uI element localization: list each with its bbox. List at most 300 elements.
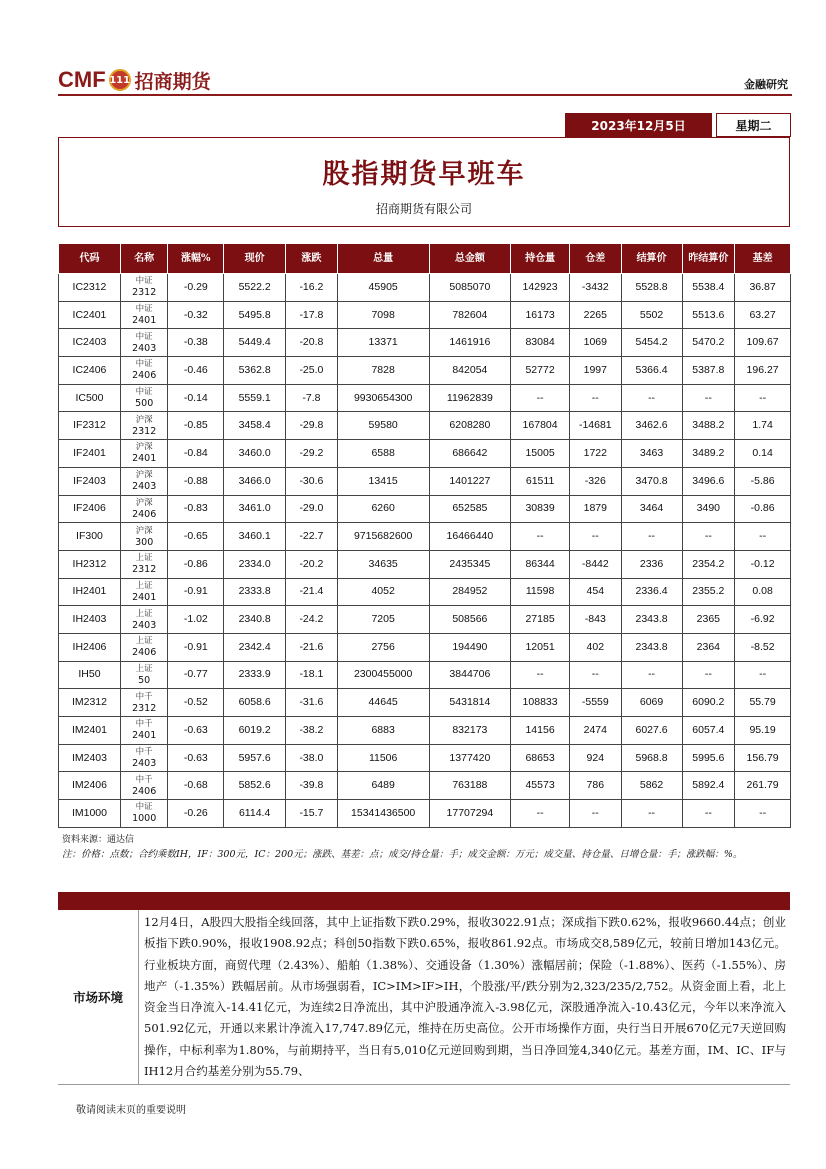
contract-name-month: 2401 [132, 730, 157, 742]
table-cell: -- [682, 661, 735, 689]
table-cell: 167804 [511, 412, 570, 440]
table-cell: 261.79 [735, 772, 791, 800]
contract-name [120, 550, 167, 578]
table-cell: 5957.6 [224, 744, 286, 772]
table-cell: 1377420 [429, 744, 511, 772]
table-cell: 3460.0 [224, 440, 286, 468]
table-row [59, 772, 791, 800]
contract-name-month: 2312 [132, 702, 157, 714]
contract-name [120, 661, 167, 689]
table-cell: -24.2 [286, 606, 338, 634]
table-cell: 3489.2 [682, 440, 735, 468]
contract-name [120, 744, 167, 772]
table-cell: 3462.6 [621, 412, 682, 440]
table-cell: -0.38 [168, 329, 224, 357]
contract-code: IM2401 [59, 717, 121, 745]
table-cell: -20.2 [286, 550, 338, 578]
table-cell: 16173 [511, 301, 570, 329]
table-cell: 9715682600 [337, 523, 429, 551]
table-cell: 2336.4 [621, 578, 682, 606]
date-bar [565, 113, 791, 137]
table-cell: -0.14 [168, 384, 224, 412]
contract-name-index: 中证 [135, 276, 153, 287]
table-cell: -17.8 [286, 301, 338, 329]
table-cell: 832173 [429, 717, 511, 745]
table-cell: 1069 [570, 329, 622, 357]
table-cell: -- [511, 800, 570, 828]
table-cell: 6208280 [429, 412, 511, 440]
table-cell: 45573 [511, 772, 570, 800]
table-cell: 15005 [511, 440, 570, 468]
table-cell: 3461.0 [224, 495, 286, 523]
table-cell: -25.0 [286, 357, 338, 385]
contract-name [120, 633, 167, 661]
contract-name-index: 沪深 [135, 442, 153, 453]
table-cell: 194490 [429, 633, 511, 661]
table-cell: -0.65 [168, 523, 224, 551]
table-cell: -- [735, 661, 791, 689]
table-cell: -0.63 [168, 717, 224, 745]
table-cell: -0.68 [168, 772, 224, 800]
table-cell: 3488.2 [682, 412, 735, 440]
table-cell: -0.91 [168, 578, 224, 606]
contract-name-month: 2403 [132, 758, 157, 770]
table-cell: -- [570, 800, 622, 828]
contract-name-month: 2406 [132, 370, 157, 382]
table-cell: -0.88 [168, 467, 224, 495]
table-cell: -- [682, 384, 735, 412]
table-cell: -- [570, 661, 622, 689]
contract-name [120, 717, 167, 745]
table-cell: -- [735, 800, 791, 828]
table-cell: 1722 [570, 440, 622, 468]
table-cell: 13371 [337, 329, 429, 357]
table-cell: 5528.8 [621, 274, 682, 302]
contract-name [120, 523, 167, 551]
title-box [58, 137, 790, 227]
page-title: 股指期货早班车 [322, 159, 526, 190]
table-cell: 786 [570, 772, 622, 800]
table-cell: 454 [570, 578, 622, 606]
column-header: 名称 [120, 244, 167, 274]
table-cell: 508566 [429, 606, 511, 634]
table-cell: 2364 [682, 633, 735, 661]
table-cell: 6883 [337, 717, 429, 745]
table-cell: 2340.8 [224, 606, 286, 634]
table-cell: -8.52 [735, 633, 791, 661]
table-cell: -0.77 [168, 661, 224, 689]
table-cell: 36.87 [735, 274, 791, 302]
contract-name-month: 2401 [132, 315, 157, 327]
table-cell: 5387.8 [682, 357, 735, 385]
contract-name-month: 300 [135, 536, 154, 548]
report-category: 金融研究 [744, 78, 788, 91]
table-cell: -- [621, 384, 682, 412]
table-cell: 2265 [570, 301, 622, 329]
table-cell: 44645 [337, 689, 429, 717]
table-row [59, 274, 791, 302]
table-cell: 14156 [511, 717, 570, 745]
contract-name-month: 2406 [132, 508, 157, 520]
table-cell: 1997 [570, 357, 622, 385]
table-cell: 686642 [429, 440, 511, 468]
table-cell: 5085070 [429, 274, 511, 302]
contract-name-index: 沪深 [135, 414, 153, 425]
table-cell: -31.6 [286, 689, 338, 717]
source-note: 资料来源：通达信 [62, 835, 135, 845]
table-header-row [59, 244, 791, 274]
table-cell: 15341436500 [337, 800, 429, 828]
report-weekday: 星期二 [716, 113, 791, 137]
table-cell: 1461916 [429, 329, 511, 357]
table-cell: 5892.4 [682, 772, 735, 800]
contract-name-month: 2403 [132, 342, 157, 354]
table-row [59, 578, 791, 606]
table-cell: 924 [570, 744, 622, 772]
table-cell: 9930654300 [337, 384, 429, 412]
table-cell: -0.46 [168, 357, 224, 385]
table-cell: 6588 [337, 440, 429, 468]
table-cell: -30.6 [286, 467, 338, 495]
table-cell: 59580 [337, 412, 429, 440]
table-cell: 2333.9 [224, 661, 286, 689]
table-cell: -21.6 [286, 633, 338, 661]
table-cell: 6057.4 [682, 717, 735, 745]
table-cell: -38.2 [286, 717, 338, 745]
contract-code: IC2401 [59, 301, 121, 329]
units-note: 注：价格：点数；合约乘数IH，IF：300元，IC：200元；涨跌、基差：点；成交/持仓量：手；成交金额：万元；成交量、持仓量、日增仓量：手；涨跌幅：%。 [62, 849, 743, 860]
table-cell: 13415 [337, 467, 429, 495]
column-header: 现价 [224, 244, 286, 274]
table-cell: 5538.4 [682, 274, 735, 302]
contract-code: IC2312 [59, 274, 121, 302]
table-cell: 6019.2 [224, 717, 286, 745]
table-cell: -21.4 [286, 578, 338, 606]
contract-name [120, 301, 167, 329]
table-cell: 3466.0 [224, 467, 286, 495]
contract-name [120, 689, 167, 717]
column-header: 总量 [337, 244, 429, 274]
table-cell: 11598 [511, 578, 570, 606]
table-cell: 652585 [429, 495, 511, 523]
table-cell: 3470.8 [621, 467, 682, 495]
table-cell: 83084 [511, 329, 570, 357]
contract-code: IF2403 [59, 467, 121, 495]
table-cell: -- [621, 800, 682, 828]
table-cell: -1.02 [168, 606, 224, 634]
table-cell: 3458.4 [224, 412, 286, 440]
table-cell: 7828 [337, 357, 429, 385]
table-cell: -29.0 [286, 495, 338, 523]
table-cell: -- [511, 384, 570, 412]
table-cell: 2343.8 [621, 633, 682, 661]
contract-name-month: 2406 [132, 785, 157, 797]
table-cell: 402 [570, 633, 622, 661]
table-cell: 763188 [429, 772, 511, 800]
table-cell: 2474 [570, 717, 622, 745]
table-cell: 16466440 [429, 523, 511, 551]
table-row [59, 523, 791, 551]
table-cell: -0.29 [168, 274, 224, 302]
table-cell: 6027.6 [621, 717, 682, 745]
table-cell: 284952 [429, 578, 511, 606]
contract-name-index: 中证 [135, 387, 153, 398]
table-cell: 0.14 [735, 440, 791, 468]
contract-name [120, 578, 167, 606]
table-cell: 5362.8 [224, 357, 286, 385]
contract-name-month: 2312 [132, 287, 157, 299]
table-cell: 142923 [511, 274, 570, 302]
table-cell: 5968.8 [621, 744, 682, 772]
table-cell: -6.92 [735, 606, 791, 634]
contract-code: IM2403 [59, 744, 121, 772]
column-header: 总金额 [429, 244, 511, 274]
contract-name-month: 2401 [132, 453, 157, 465]
market-section-text: 12月4日，A股四大股指全线回落，其中上证指数下跌0.29%，报收3022.91点；深成指下跌0.62%，报收9660.44点；创业板指下跌0.90%，报收1908.92点；科创50指数下跌0.65%，报收861.92点。市场成交8,589亿元，较前日增加143亿元。行业板块方面，商贸代理（2.43%）、船舶（1.38%）、交通设备（1.30%）涨幅居前；保险（-1.88%）、医药（-1.55%）、房地产（-1.35%）跌幅居前。从市场强弱看，IC>IM>IF>IH，个股涨/平/跌分别为2,323/235/2,752。从资金面上看，北上资金当日净流入-14.41亿元，为连续2日净流出，其中沪股通净流入-3.98亿元，深股通净流入-10.43亿元，今年以来净流入501.92亿元，开通以来累计净流入17,747.89亿元，维持在历史高位。公开市场操作方面，央行当日开展670亿元7天逆回购操作，中标利率为1.80%，与前期持平，当日有5,010亿元逆回购到期，当日净回笼4,340亿元。基差方面，IM、IC、IF与IH12月合约基差分别为55.79、 [144, 915, 786, 1079]
market-section-label: 市场环境 [72, 990, 123, 1005]
contract-code: IH2406 [59, 633, 121, 661]
contract-name-index: 沪深 [135, 525, 153, 536]
table-row [59, 357, 791, 385]
table-cell: -0.12 [735, 550, 791, 578]
table-cell: 5366.4 [621, 357, 682, 385]
contract-name-month: 2403 [132, 481, 157, 493]
table-cell: -- [621, 523, 682, 551]
contract-name-index: 上证 [135, 663, 153, 674]
table-row [59, 495, 791, 523]
table-cell: 4052 [337, 578, 429, 606]
table-cell: -0.86 [735, 495, 791, 523]
column-header: 代码 [59, 244, 121, 274]
table-cell: -- [621, 661, 682, 689]
table-cell: 6069 [621, 689, 682, 717]
contract-code: IC2403 [59, 329, 121, 357]
contract-code: IH2401 [59, 578, 121, 606]
table-cell: -14681 [570, 412, 622, 440]
contract-name [120, 412, 167, 440]
table-cell: 2333.8 [224, 578, 286, 606]
table-cell: 1.74 [735, 412, 791, 440]
table-cell: -38.0 [286, 744, 338, 772]
contract-name-index: 中证 [135, 359, 153, 370]
table-cell: -- [570, 384, 622, 412]
table-cell: 5559.1 [224, 384, 286, 412]
table-cell: 6489 [337, 772, 429, 800]
contract-name-index: 中千 [135, 747, 153, 758]
table-cell: 2336 [621, 550, 682, 578]
contract-name-month: 2312 [132, 425, 157, 437]
table-cell: -- [735, 384, 791, 412]
table-cell: 108833 [511, 689, 570, 717]
table-cell: 5454.2 [621, 329, 682, 357]
table-cell: -0.26 [168, 800, 224, 828]
table-cell: 34635 [337, 550, 429, 578]
footer-disclaimer: 敬请阅读末页的重要说明 [76, 1105, 186, 1116]
contract-name-index: 中证 [135, 304, 153, 315]
table-cell: -- [570, 523, 622, 551]
table-cell: 3490 [682, 495, 735, 523]
contract-name [120, 772, 167, 800]
table-cell: 842054 [429, 357, 511, 385]
table-cell: -- [682, 800, 735, 828]
table-row [59, 467, 791, 495]
table-cell: 6260 [337, 495, 429, 523]
contract-name-index: 中千 [135, 691, 153, 702]
table-row [59, 384, 791, 412]
table-row [59, 717, 791, 745]
table-cell: -- [511, 523, 570, 551]
contract-name-index: 上证 [135, 608, 153, 619]
table-cell: 2756 [337, 633, 429, 661]
table-cell: -5.86 [735, 467, 791, 495]
table-cell: -- [682, 523, 735, 551]
contract-name-index: 沪深 [135, 470, 153, 481]
table-cell: 5470.2 [682, 329, 735, 357]
contract-name-month: 2406 [132, 647, 157, 659]
table-cell: -0.83 [168, 495, 224, 523]
table-cell: 156.79 [735, 744, 791, 772]
table-cell: -5559 [570, 689, 622, 717]
table-cell: 3464 [621, 495, 682, 523]
contract-name-index: 中证 [135, 331, 153, 342]
table-cell: 6090.2 [682, 689, 735, 717]
table-cell: 1401227 [429, 467, 511, 495]
table-cell: 0.08 [735, 578, 791, 606]
table-cell: 5522.2 [224, 274, 286, 302]
table-cell: 2354.2 [682, 550, 735, 578]
contract-name [120, 495, 167, 523]
table-cell: 95.19 [735, 717, 791, 745]
column-header: 昨结算价 [682, 244, 735, 274]
contract-code: IH50 [59, 661, 121, 689]
contract-name-index: 中千 [135, 774, 153, 785]
table-cell: -18.1 [286, 661, 338, 689]
table-cell: 45905 [337, 274, 429, 302]
table-cell: -0.91 [168, 633, 224, 661]
contract-name-month: 500 [135, 398, 154, 410]
column-header: 仓差 [570, 244, 622, 274]
table-cell: -326 [570, 467, 622, 495]
contract-name-index: 中证 [135, 802, 153, 813]
contract-name [120, 606, 167, 634]
table-cell: -8442 [570, 550, 622, 578]
table-cell: 5495.8 [224, 301, 286, 329]
table-cell: -22.7 [286, 523, 338, 551]
contract-name [120, 440, 167, 468]
table-cell: -39.8 [286, 772, 338, 800]
contract-name [120, 274, 167, 302]
contract-name [120, 357, 167, 385]
table-cell: 12051 [511, 633, 570, 661]
table-cell: 7205 [337, 606, 429, 634]
contract-code: IF300 [59, 523, 121, 551]
table-row [59, 550, 791, 578]
table-cell: 11962839 [429, 384, 511, 412]
table-row [59, 689, 791, 717]
table-cell: 109.67 [735, 329, 791, 357]
contract-name [120, 384, 167, 412]
table-cell: 2435345 [429, 550, 511, 578]
column-header: 涨幅% [168, 244, 224, 274]
table-cell: 2365 [682, 606, 735, 634]
contract-code: IH2312 [59, 550, 121, 578]
contract-name-month: 2403 [132, 619, 157, 631]
table-cell: 5852.6 [224, 772, 286, 800]
table-cell: -16.2 [286, 274, 338, 302]
table-cell: -7.8 [286, 384, 338, 412]
table-cell: 3844706 [429, 661, 511, 689]
table-cell: 6114.4 [224, 800, 286, 828]
table-cell: -0.85 [168, 412, 224, 440]
contract-code: IM2406 [59, 772, 121, 800]
table-cell: 5449.4 [224, 329, 286, 357]
contract-name-month: 1000 [132, 813, 157, 825]
table-cell: -0.84 [168, 440, 224, 468]
column-header: 基差 [735, 244, 791, 274]
column-header: 持仓量 [511, 244, 570, 274]
table-row [59, 440, 791, 468]
table-cell: 7098 [337, 301, 429, 329]
table-cell: 5995.6 [682, 744, 735, 772]
table-cell: -15.7 [286, 800, 338, 828]
contract-name-index: 上证 [135, 553, 153, 564]
table-cell: -20.8 [286, 329, 338, 357]
table-cell: -0.63 [168, 744, 224, 772]
table-cell: 196.27 [735, 357, 791, 385]
table-row [59, 661, 791, 689]
table-row [59, 633, 791, 661]
futures-table [58, 243, 791, 828]
table-cell: 2300455000 [337, 661, 429, 689]
contract-name-month: 50 [138, 674, 151, 686]
contract-name [120, 800, 167, 828]
table-cell: 86344 [511, 550, 570, 578]
table-cell: -0.86 [168, 550, 224, 578]
table-row [59, 412, 791, 440]
table-cell: 63.27 [735, 301, 791, 329]
table-cell: -- [735, 523, 791, 551]
table-cell: -29.8 [286, 412, 338, 440]
section-divider [138, 910, 139, 1084]
contract-name-index: 上证 [135, 636, 153, 647]
contract-name-month: 2312 [132, 564, 157, 576]
report-date: 2023年12月5日 [565, 113, 712, 137]
contract-code: IM2312 [59, 689, 121, 717]
table-row [59, 800, 791, 828]
table-cell: -3432 [570, 274, 622, 302]
contract-name [120, 467, 167, 495]
table-cell: 2355.2 [682, 578, 735, 606]
contract-code: IF2401 [59, 440, 121, 468]
header-divider [58, 94, 792, 96]
contract-code: IH2403 [59, 606, 121, 634]
table-cell: -0.52 [168, 689, 224, 717]
table-row [59, 744, 791, 772]
table-cell: 3460.1 [224, 523, 286, 551]
table-cell: 2343.8 [621, 606, 682, 634]
table-cell: 5502 [621, 301, 682, 329]
table-cell: -0.32 [168, 301, 224, 329]
logo-cmf-text: CMF [58, 67, 106, 92]
table-cell: 55.79 [735, 689, 791, 717]
table-cell: 5513.6 [682, 301, 735, 329]
column-header: 涨跌 [286, 244, 338, 274]
logo-badge-icon: 111 [109, 69, 131, 91]
table-cell: 1879 [570, 495, 622, 523]
section-bottom-line [58, 1084, 790, 1085]
table-cell: 2342.4 [224, 633, 286, 661]
table-cell: 5862 [621, 772, 682, 800]
